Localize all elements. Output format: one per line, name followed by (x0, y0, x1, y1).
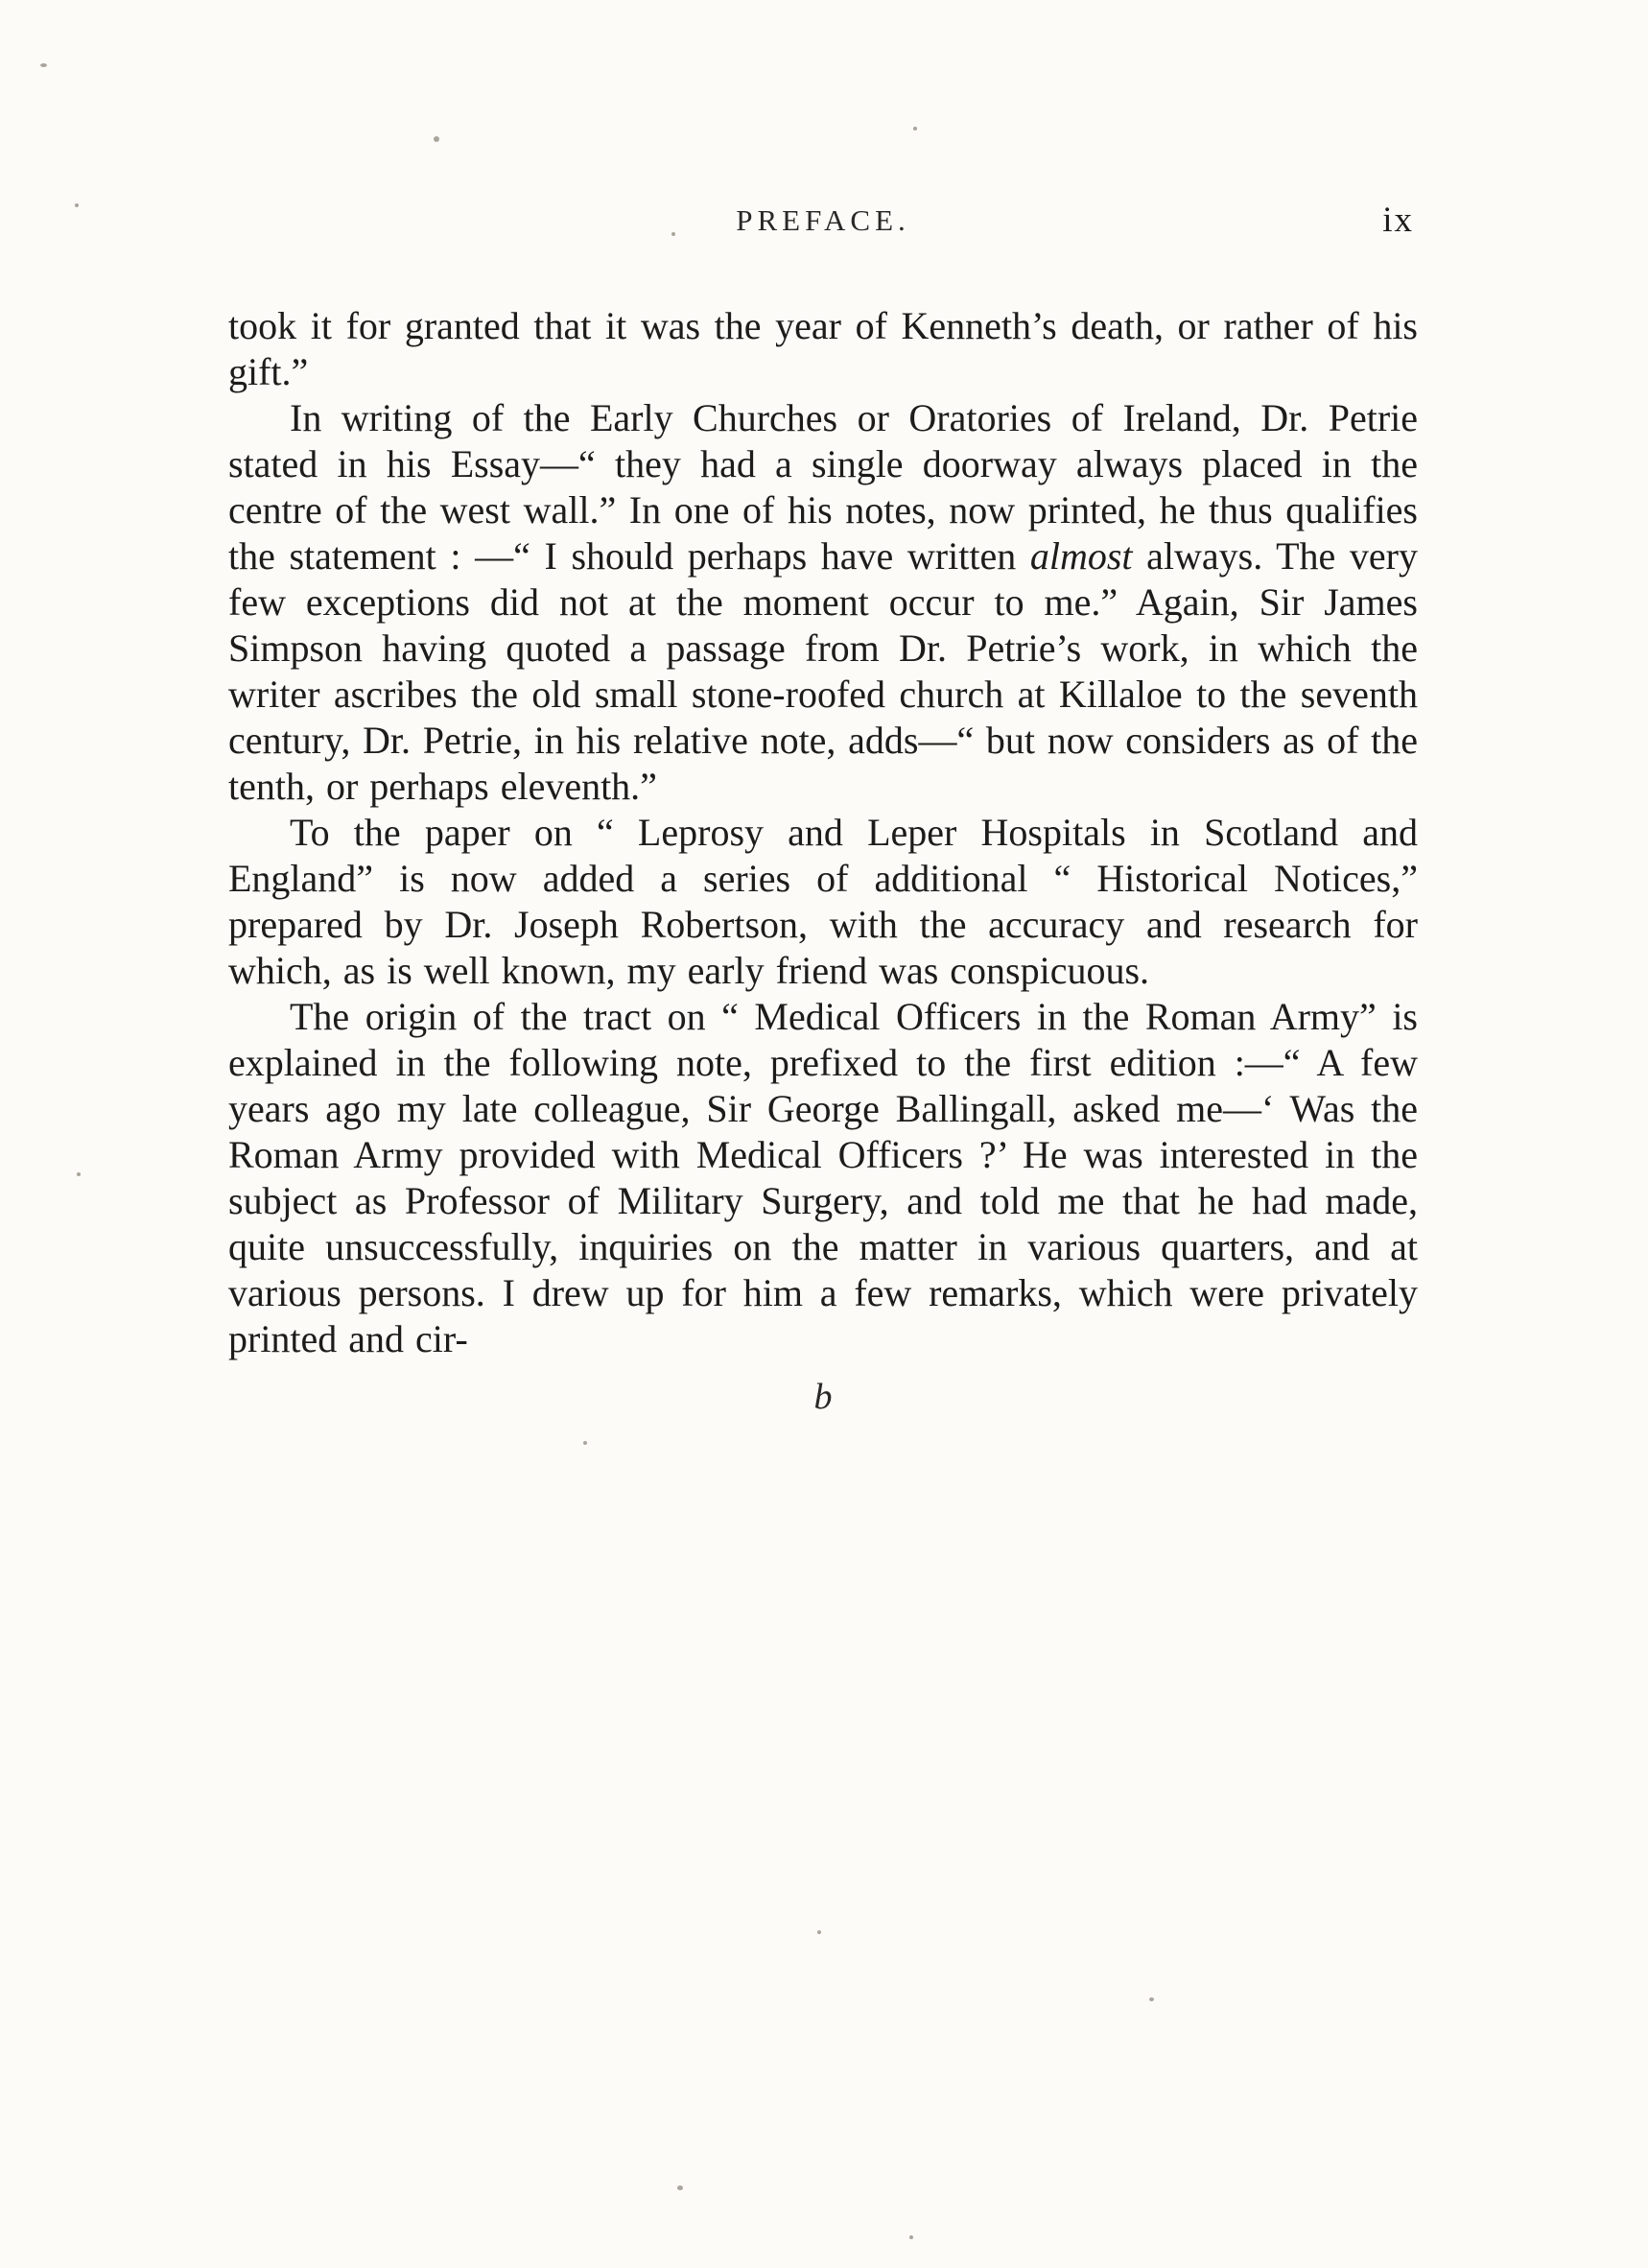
scan-speck (40, 63, 47, 67)
page-number: ix (1382, 201, 1414, 240)
paragraph (228, 994, 1418, 1362)
page-header-title: PREFACE. (736, 203, 910, 237)
paragraph (228, 810, 1418, 994)
scan-speck (677, 2185, 683, 2190)
paragraph (228, 395, 1418, 810)
paragraph-text: The origin of the tract on “ Medical Officers in the Roman Army” is explained in the following note, prefixed to the first edition :—“ A few years ago my late colleague, Sir George Ballingall, asked me—‘ Was the Roman Army provided with Medical Officers ?’ He was interested in the subject as Professor of Military Surgery, and told me that he had made, quite unsuccessfully, inquiries on the matter in various quarters, and at various persons. I drew up for him a few remarks, which were privately printed and cir- (228, 995, 1418, 1360)
scan-speck (909, 2235, 913, 2239)
text-column (228, 203, 1418, 1418)
body-paragraphs (228, 303, 1418, 1362)
scan-speck (817, 1930, 821, 1934)
signature-mark: b (813, 1377, 833, 1417)
scan-speck (434, 136, 439, 142)
paragraph-text: To the paper on “ Leprosy and Leper Hospitals in Scotland and England” is now added a series of additional “ Historical Notices,” prepared by Dr. Joseph Robertson, with the accuracy and research for which, as is well known, my early friend was conspicuous. (228, 811, 1418, 992)
scan-speck (583, 1441, 587, 1445)
paragraph-text: always. The very few exceptions did not at the moment occur to me.” Again, Sir James Simpson having quoted a passage from Dr. Petrie’s work, in which the writer ascribes the old small stone-roofed church at Killaloe to the seventh century, Dr. Petrie, in his relative note, adds—“ but now considers as of the tenth, or perhaps eleventh.” (228, 534, 1418, 808)
running-head (228, 203, 1418, 251)
paragraph-text: took it for granted that it was the year of Kenneth’s death, or rather of his gift.” (228, 304, 1418, 393)
paragraph (228, 303, 1418, 395)
paragraph-text: In writing of the Early Churches or Oratories of Ireland, Dr. Petrie stated in his Essay—“ they had a single doorway always placed in the centre of the west wall.” In one of his notes, now printed, he thus qualifies the statement : —“ I should perhaps have written (228, 396, 1418, 578)
italic-text: almost (1029, 534, 1133, 578)
scan-speck (75, 203, 79, 207)
scan-speck (1149, 1997, 1154, 2001)
scan-speck (77, 1172, 81, 1176)
scan-speck (913, 127, 917, 130)
